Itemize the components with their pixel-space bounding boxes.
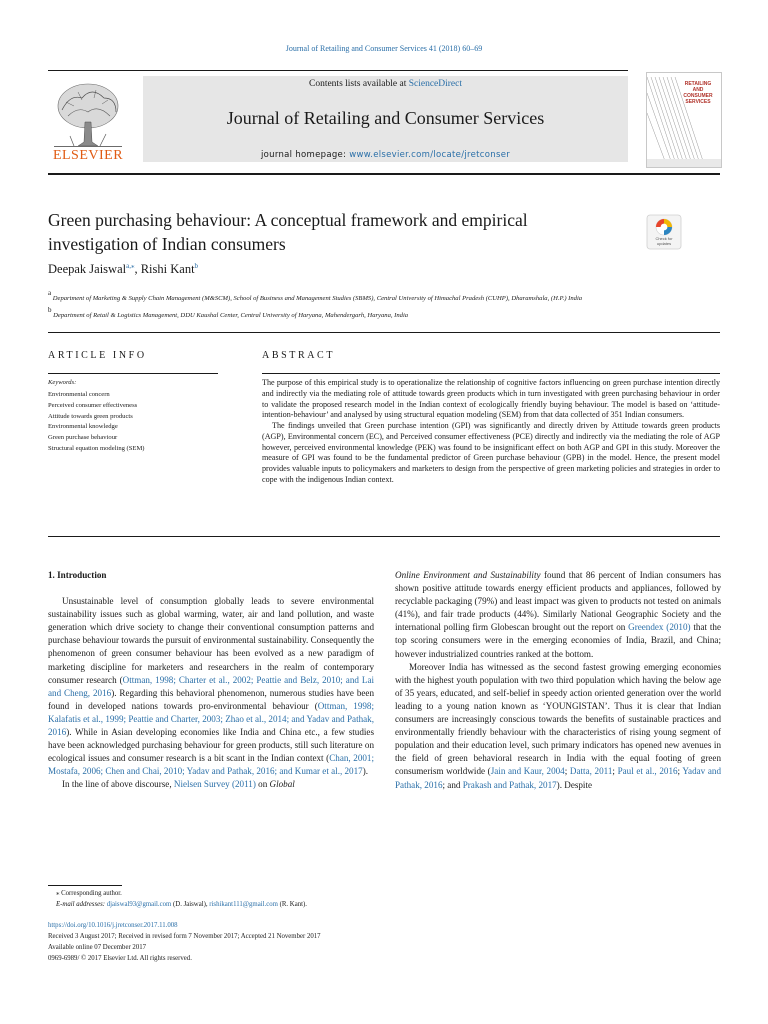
author-list	[48, 262, 198, 277]
citation-link[interactable]: Greendex (2010)	[628, 622, 691, 633]
keyword-item: Attitude towards green products	[48, 412, 133, 420]
author-affiliation-mark[interactable]: b	[194, 262, 199, 270]
citation-link[interactable]: Nielsen Survey (2011)	[173, 779, 256, 790]
abstract-paragraph: The findings unveiled that Green purchase intention (GPI) was significantly and directly driven by Attitude towards green products (AGP), Environmental concern (EC), and Perceived consumer effectiveness (PCE) directly and indirectly via the mediating the role of AGP however, perceived environmental knowledge (PEK) was found to be insignificant effect on both AGP and GPI in this study. Moreover the measure of GPI was found to be the fundamental predictor of Green purchase behaviour (GPB) in the model. Hence, the present model provides valuable inputs to policymakers and marketers to design from the perspective of green marketing policies and strategies in order to cope with the indigenous Indian context.	[262, 421, 720, 484]
citation-link[interactable]: Jain and Kaur, 2004	[490, 766, 565, 777]
email-owner: (R. Kant).	[277, 901, 307, 908]
contents-line	[143, 79, 628, 89]
body-paragraph	[395, 569, 721, 661]
keyword-item: Environmental knowledge	[48, 423, 118, 431]
contents-prefix: Contents lists available at	[308, 79, 409, 89]
cover-title-line: CONSUMER	[683, 93, 713, 99]
citation-link[interactable]: Yadav and Pathak, 2016	[395, 766, 721, 790]
email-link[interactable]: djaiswal93@gmail.com	[106, 901, 172, 908]
body-divider	[48, 536, 720, 537]
copyright-line: 0969-6989/ © 2017 Elsevier Ltd. All rights reserved.	[48, 955, 192, 962]
citation-link[interactable]: Ottman, 1998; Charter et al., 2002; Peattie and Belz, 2010; and Lai and Cheng, 2016	[48, 674, 375, 698]
body-paragraph	[395, 661, 721, 792]
journal-homepage-link[interactable]: www.elsevier.com/locate/jretconser	[349, 150, 511, 160]
body-text: found that 86 percent of Indian consumers has shown positive attitude towards energy efficient products and appliances, followed by recyclable packaging (79%) and least impact was given to products not tested on animals (41%), and fair trade products (44%). Similarly National Geographic Society and the international polling firm Globescan brought out the report on	[395, 570, 721, 633]
email-link[interactable]: rishikant111@gmail.com	[209, 901, 278, 908]
cover-title	[677, 81, 719, 105]
citation-link[interactable]: Paul et al., 2016	[617, 766, 678, 777]
abstract-paragraph: The purpose of this empirical study is to operationalize the relationship of cognitive factors influencing on green purchase intention directly and indirectly via the mediating role of attitude towards green products which in turn investigated with green purchasing behaviour in order to validate the proposed research model in the Indian context of ecologically friendly buying behaviour. The model is based on ‘attitude-intention-behaviour’ and analysed by using structural equation modeling (SEM) from that data collected of 351 Indian consumers.	[262, 378, 720, 420]
article-info-heading: ARTICLE INFO	[48, 350, 147, 361]
body-text: ).	[362, 766, 369, 777]
check-updates-line: updates	[656, 241, 672, 246]
body-text: that the top scoring consumers were in the emerging economies of India, Brazil, and China; however industrialized countries ranked at the bottom.	[395, 622, 721, 659]
check-updates-line: Check for	[655, 236, 673, 241]
body-text: ;	[564, 766, 570, 777]
publication-details	[48, 920, 321, 964]
body-text: ;	[677, 766, 683, 777]
journal-homepage-line	[143, 150, 628, 160]
journal-name: Journal of Retailing and Consumer Services	[226, 108, 545, 128]
check-for-updates-label	[646, 236, 682, 246]
running-header[interactable]: Journal of Retailing and Consumer Services 41 (2018) 60–69	[285, 44, 483, 53]
cover-title-line: AND	[692, 87, 704, 93]
body-column-left	[48, 569, 374, 792]
journal-cover-thumbnail[interactable]	[646, 72, 722, 168]
body-text: ). Regarding this behavioral phenomenon, numerous studies have been found in developed nations towards pro-environmental behaviour (	[48, 687, 374, 711]
affiliations	[48, 288, 688, 321]
affiliation-item	[48, 305, 688, 322]
corresponding-author-note: ⁎ Corresponding author.	[56, 890, 122, 897]
body-text: ;	[612, 766, 618, 777]
email-label: E-mail addresses:	[56, 901, 106, 908]
body-paragraph	[48, 778, 374, 791]
affiliation-text: Department of Marketing & Supply Chain Management (M&SCM), School of Business and Management Studies (SBMS), Central University of Himachal Pradesh (CUHP), Dharamshala, (H.P.) India	[52, 295, 583, 302]
author-name: Rishi Kant	[140, 262, 195, 276]
doi-link[interactable]: https://doi.org/10.1016/j.jretconser.2017.11.008	[48, 922, 178, 929]
abstract-rule	[262, 373, 720, 374]
elsevier-wordmark: ELSEVIER	[52, 148, 124, 163]
body-text: on	[255, 779, 270, 790]
footnote-rule	[48, 885, 122, 886]
body-text: In the line of above discourse,	[62, 779, 174, 790]
author-affiliation-mark[interactable]: a,⁎	[126, 262, 135, 270]
body-text: ). While in Asian developing economies like India and China etc., a few studies have been acknowledged purchasing behaviour for green products, still such literature on ecological issues and consumer research is a bit scant in the Indian context (	[48, 727, 374, 764]
body-column-right	[395, 569, 721, 792]
author-name: Deepak Jaiswal	[48, 262, 127, 276]
body-text: ; and	[442, 779, 463, 790]
masthead-bottom-rule	[48, 173, 720, 175]
keyword-item: Green purchase behaviour	[48, 434, 118, 442]
header-divider	[48, 332, 720, 333]
affiliation-mark: a	[48, 289, 52, 297]
affiliation-item	[48, 288, 688, 305]
body-paragraph	[48, 595, 374, 778]
homepage-prefix: journal homepage:	[260, 150, 350, 160]
abstract-heading: ABSTRACT	[262, 350, 336, 361]
section-heading: 1. Introduction	[48, 570, 107, 580]
article-title: Green purchasing behaviour: A conceptual framework and empirical investigation of Indian consumers	[48, 210, 528, 254]
citation-link[interactable]: Datta, 2011	[569, 766, 613, 777]
keyword-item: Perceived consumer effectiveness	[48, 401, 138, 409]
citation-link[interactable]: Chan, 2001; Mostafa, 2006; Chen and Chai, 2010; Yadav and Pathak, 2016; and Kumar et al., 2017	[48, 753, 374, 777]
available-online: Available online 07 December 2017	[48, 944, 147, 951]
keyword-item: Environmental concern	[48, 391, 110, 398]
keywords-label: Keywords:	[48, 379, 77, 386]
affiliation-mark: b	[48, 305, 52, 314]
article-history: Received 3 August 2017; Received in revised form 7 November 2017; Accepted 21 November 2017	[48, 933, 321, 940]
masthead-top-rule	[48, 70, 628, 71]
body-text: Unsustainable level of consumption globally leads to severe environmental sustainability issues such as global warming, water, air and land pollution, and waste generation which drive society to change their conventional consumption patterns and purchase behaviour towards the pursuit of environmental sustainability. Consequently the phenomenon of green consumer behaviour has been evolved as a new paradigm of marketing discipline for marketers and researchers in the realm of contemporary consumer research (	[48, 596, 374, 685]
author-separator: ,	[134, 262, 141, 276]
email-line	[56, 899, 307, 910]
citation-link[interactable]: Prakash and Pathak, 2017	[462, 779, 557, 790]
footnotes	[56, 888, 307, 910]
cover-title-line: RETAILING	[684, 81, 712, 87]
citation-link[interactable]: Ottman, 1998; Kalafatis et al., 1999; Peattie and Charter, 2003; Zhao et al., 2014; and Yadav and Pathak, 2016	[48, 700, 374, 738]
body-text: ). Despite	[556, 779, 593, 790]
italic-text: Online Environment and Sustainability	[395, 570, 541, 580]
article-info-rule	[48, 373, 218, 374]
sciencedirect-link[interactable]: ScienceDirect	[408, 79, 462, 89]
keyword-item: Structural equation modeling (SEM)	[48, 444, 145, 452]
abstract-body	[262, 378, 720, 486]
affiliation-text: Department of Retail & Logistics Management, DDU Kaushal Center, Central University of Haryana, Mahendergarh, Haryana, India	[53, 311, 409, 319]
cover-title-line: SERVICES	[685, 99, 711, 105]
italic-text: Global	[269, 779, 295, 790]
email-owner: (D. Jaiswal),	[171, 901, 210, 908]
body-text: Moreover India has witnessed as the second fastest growing emerging economies with the highest youth population with two third population which having the below age of 35 years, educated, and self-belief in speedy action oriented generation over the world leading to a young nation known as ‘YOUNGISTAN’. Thus it is clear that Indian consumers are increasingly conscious towards the benefits of sustainable practices and environmentally friendly behaviour with the characteristics of rising young segment of population and their education level, such primary indicators has opened new avenues in the field of green behavioral research in India with the equal footing of green consumerism worldwide (	[395, 661, 721, 777]
keyword-list	[48, 390, 145, 455]
